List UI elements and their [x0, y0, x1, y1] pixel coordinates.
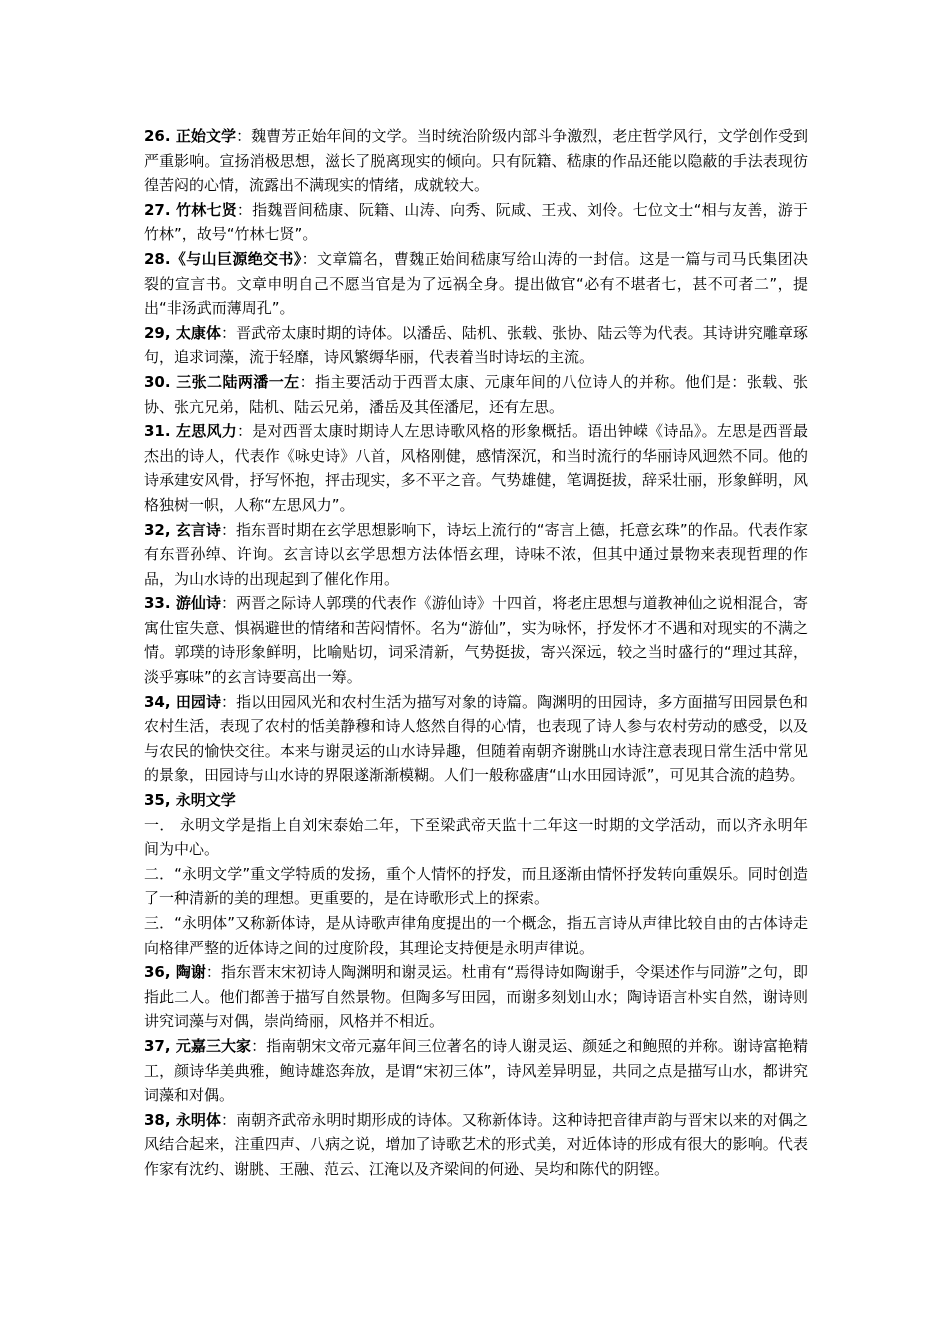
- document-page: [144, 124, 808, 1182]
- entry-definition: 一． 永明文学是指上自刘宋泰始二年，下至梁武帝天监十二年这一时期的文学活动，而以齐永明年间为中心。: [144, 815, 808, 859]
- entry-32: [144, 518, 808, 592]
- entry-term: 32, 玄言诗: [144, 520, 221, 539]
- entry-definition: 指魏晋间嵇康、阮籍、山涛、向秀、阮咸、王戎、刘伶。七位文士“相与友善，游于竹林”，故号“竹林七贤”。: [144, 200, 808, 244]
- entry-separator: ：: [221, 323, 237, 342]
- entry-definition: 指以田园风光和农村生活为描写对象的诗篇。陶渊明的田园诗，多方面描写田园景色和农村生活，表现了农村的恬美静穆和诗人悠然自得的心情，也表现了诗人参与农村劳动的感受，以及与农民的愉快交往。本来与谢灵运的山水诗异趣，但随着南朝齐谢朓山水诗注意表现日常生活中常见的景象，田园诗与山水诗的界限遂渐渐模糊。人们一般称盛唐“山水田园诗派”，可见其合流的趋势。: [144, 692, 808, 785]
- entry-30: [144, 370, 808, 419]
- entry-separator: ：: [236, 127, 252, 145]
- entry-term: 34, 田园诗: [144, 692, 222, 711]
- entry-35-point-3: [144, 911, 808, 960]
- entry-35: [144, 788, 808, 813]
- entry-separator: ：: [205, 963, 221, 982]
- entry-definition: 南朝齐武帝永明时期形成的诗体。又称新体诗。这种诗把音律声韵与晋宋以来的对偶之风结合起来，注重四声、八病之说，增加了诗歌艺术的形式美，对近体诗的形成有很大的影响。代表作家有沈约、谢朓、王融、范云、江淹以及齐梁间的何逊、吴均和陈代的阴铿。: [144, 1110, 808, 1178]
- entry-definition: 指东晋末宋初诗人陶渊明和谢灵运。杜甫有“焉得诗如陶谢手，令渠述作与同游”之句，即指此二人。他们都善于描写自然景物。但陶多写田园，而谢多刻划山水；陶诗语言朴实自然，谢诗则讲究词藻与对偶，崇尚绮丽，风格并不相近。: [144, 963, 809, 1031]
- entry-38: [144, 1108, 808, 1182]
- entry-definition: 指南朝宋文帝元嘉年间三位著名的诗人谢灵运、颜延之和鲍照的并称。谢诗富艳精工，颜诗华美典雅，鲍诗雄恣奔放，是谓“宋初三体”，诗风差异明显，共同之点是描写山水，都讲究词藻和对偶。: [144, 1036, 808, 1105]
- entry-term: 28.《与山巨源绝交书》: [144, 249, 302, 268]
- entry-separator: ：: [301, 249, 317, 268]
- entry-term: 30. 三张二陆两潘一左: [144, 372, 300, 391]
- entry-term: 27. 竹林七贤: [144, 200, 237, 219]
- entry-separator: ：: [220, 520, 236, 539]
- entry-separator: ：: [221, 692, 237, 711]
- entry-26: [144, 124, 808, 198]
- entry-28: [144, 247, 808, 321]
- entry-definition: 指主要活动于西晋太康、元康年间的八位诗人的并称。他们是：张载、张协、张亢兄弟，陆机、陆云兄弟，潘岳及其侄潘尼，还有左思。: [144, 372, 808, 416]
- entry-term: 37, 元嘉三大家: [144, 1036, 252, 1055]
- entry-term: 31. 左思风力: [144, 422, 237, 441]
- entry-separator: ：: [251, 1036, 267, 1055]
- entry-definition: 三．“永明体”又称新体诗，是从诗歌声律角度提出的一个概念，指五言诗从声律比较自由的古体诗走向格律严整的近体诗之间的过度阶段，其理论支持便是永明声律说。: [144, 914, 808, 957]
- entry-definition: 二．“永明文学”重文学特质的发扬，重个人情怀的抒发，而且逐渐由情怀抒发转向重娱乐。同时创造了一种清新的美的理想。更重要的，是在诗歌形式上的探索。: [144, 864, 808, 908]
- entry-35-point-2: [144, 862, 808, 911]
- entry-35-point-1: [144, 813, 808, 862]
- entry-separator: ：: [236, 200, 253, 219]
- entry-term: 38, 永明体: [144, 1110, 222, 1129]
- entry-term: 36, 陶谢: [144, 963, 206, 982]
- entry-term: 26. 正始文学: [144, 127, 237, 145]
- entry-27: [144, 198, 808, 247]
- entry-37: [144, 1034, 808, 1108]
- entry-29: [144, 321, 808, 370]
- entry-term: 33. 游仙诗: [144, 594, 222, 613]
- entry-definition: 指东晋时期在玄学思想影响下，诗坛上流行的“寄言上德，托意玄珠”的作品。代表作家有东晋孙绰、许询。玄言诗以玄学思想方法体悟玄理，诗味不浓，但其中通过景物来表现哲理的作品，为山水诗的出现起到了催化作用。: [144, 520, 808, 588]
- entry-definition: 两晋之际诗人郭璞的代表作《游仙诗》十四首，将老庄思想与道教神仙之说相混合，寄寓仕宦失意、惧祸避世的情绪和苦闷情怀。名为“游仙”，实为咏怀，抒发怀才不遇和对现实的不满之情。郭璞的诗形象鲜明，比喻贴切，词采清新，气势挺拔，寄兴深远，较之当时盛行的“理过其辞，淡乎寡味”的玄言诗要高出一筹。: [144, 594, 808, 687]
- entry-term: 29, 太康体: [144, 323, 222, 342]
- entry-definition: 晋武帝太康时期的诗体。以潘岳、陆机、张载、张协、陆云等为代表。其诗讲究雕章琢句，追求词藻，流于轻靡，诗风繁缛华丽，代表着当时诗坛的主流。: [144, 323, 808, 367]
- entry-34: [144, 690, 808, 788]
- entry-definition: 文章篇名，曹魏正始间嵇康写给山涛的一封信。这是一篇与司马氏集团决裂的宣言书。文章申明自己不愿当官是为了远祸全身。提出做官“必有不堪者七，甚不可者二”，提出“非汤武而薄周孔”。: [144, 249, 808, 318]
- entry-term: 35, 永明文学: [144, 791, 236, 810]
- entry-definition: 是对西晋太康时期诗人左思诗歌风格的形象概括。语出钟嵘《诗品》。左思是西晋最杰出的诗人，代表作《咏史诗》八首，风格刚健，感情深沉，和当时流行的华丽诗风迥然不同。他的诗承建安风骨，抒写怀抱，抨击现实，多不平之音。气势雄健，笔调挺拔，辞采壮丽，形象鲜明，风格独树一帜，人称“左思风力”。: [144, 422, 808, 514]
- entry-33: [144, 591, 808, 689]
- entry-31: [144, 419, 808, 517]
- entry-separator: ：: [299, 372, 315, 391]
- entry-36: [144, 960, 808, 1034]
- entry-separator: ：: [236, 422, 253, 441]
- entry-separator: ：: [221, 594, 237, 613]
- entry-definition: 魏曹芳正始年间的文学。当时统治阶级内部斗争激烈，老庄哲学风行，文学创作受到严重影响。宣扬消极思想，滋长了脱离现实的倾向。只有阮籍、嵇康的作品还能以隐蔽的手法表现彷徨苦闷的心情，流露出不满现实的情绪，成就较大。: [144, 127, 808, 195]
- entry-separator: ：: [221, 1110, 237, 1129]
